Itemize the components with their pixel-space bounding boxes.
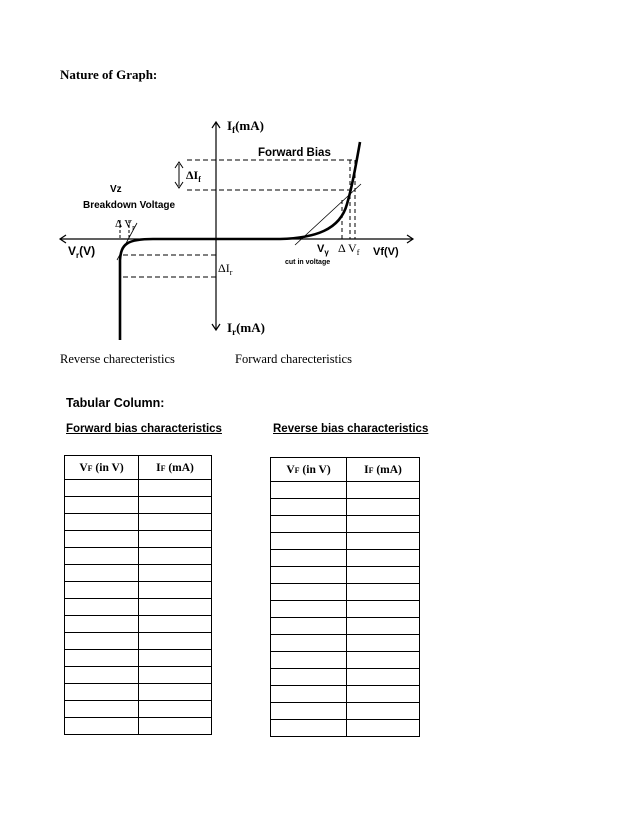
table-row [271, 499, 420, 516]
table-row [271, 686, 420, 703]
table-row [65, 718, 212, 735]
table-cell[interactable] [347, 618, 420, 635]
table-row [65, 599, 212, 616]
table-cell[interactable] [65, 633, 139, 650]
y-top-label: $I_f(mA)$ [227, 118, 264, 135]
table-cell[interactable] [271, 499, 347, 516]
table-cell[interactable] [139, 718, 212, 735]
table-cell[interactable] [271, 584, 347, 601]
table-row [65, 565, 212, 582]
table-cell[interactable] [347, 584, 420, 601]
table-cell[interactable] [139, 599, 212, 616]
table-row [65, 650, 212, 667]
table-cell[interactable] [271, 533, 347, 550]
table-cell[interactable] [271, 601, 347, 618]
table-row [271, 516, 420, 533]
table-row [65, 548, 212, 565]
table-cell[interactable] [271, 652, 347, 669]
table-cell[interactable] [65, 497, 139, 514]
table-row [271, 720, 420, 737]
col-if-header: IF (mA) [139, 456, 212, 480]
y-bottom-label: $I_r(mA)$ [227, 320, 265, 337]
table-cell[interactable] [139, 633, 212, 650]
table-cell[interactable] [271, 720, 347, 737]
table-cell[interactable] [139, 650, 212, 667]
table-cell[interactable] [347, 720, 420, 737]
col-vf-header: VF (in V) [65, 456, 139, 480]
table-cell[interactable] [271, 686, 347, 703]
table-cell[interactable] [347, 601, 420, 618]
caption-reverse: Reverse charecteristics [60, 352, 175, 366]
table-cell[interactable] [139, 514, 212, 531]
table-cell[interactable] [65, 531, 139, 548]
table-cell[interactable] [271, 567, 347, 584]
reverse-curve [120, 239, 216, 340]
table-cell[interactable] [347, 533, 420, 550]
forward-bias-label: Forward Bias [258, 147, 331, 159]
table-row [271, 567, 420, 584]
table-cell[interactable] [271, 618, 347, 635]
table-cell[interactable] [65, 718, 139, 735]
table-cell[interactable] [65, 650, 139, 667]
tangent-line [295, 184, 361, 245]
table-row [65, 514, 212, 531]
table-cell[interactable] [139, 531, 212, 548]
table-cell[interactable] [65, 616, 139, 633]
table-row [65, 667, 212, 684]
table-cell[interactable] [347, 516, 420, 533]
table-cell[interactable] [347, 635, 420, 652]
table-cell[interactable] [271, 550, 347, 567]
table-cell[interactable] [139, 701, 212, 718]
x-right-label: Vf(V) [373, 246, 399, 258]
table-row [271, 482, 420, 499]
vy-label: $V_\gamma$ [317, 243, 329, 257]
table-cell[interactable] [271, 635, 347, 652]
table-cell[interactable] [347, 669, 420, 686]
page-heading: Nature of Graph: [60, 67, 158, 82]
table-cell[interactable] [347, 652, 420, 669]
reverse-table-body [271, 482, 420, 737]
table-header-row [271, 458, 420, 482]
table-row [65, 531, 212, 548]
delta-if-label: $\Delta I_f$ [186, 168, 201, 184]
table-cell[interactable] [65, 582, 139, 599]
table-cell[interactable] [347, 686, 420, 703]
table-cell[interactable] [65, 667, 139, 684]
table-cell[interactable] [271, 703, 347, 720]
table-cell[interactable] [139, 480, 212, 497]
table-cell[interactable] [347, 703, 420, 720]
table-cell[interactable] [65, 548, 139, 565]
caption-forward: Forward charecteristics [235, 352, 352, 366]
table-cell[interactable] [347, 550, 420, 567]
table-row [65, 497, 212, 514]
table-row [271, 635, 420, 652]
table-cell[interactable] [271, 669, 347, 686]
table-cell[interactable] [271, 516, 347, 533]
table-row [271, 703, 420, 720]
table-row [65, 633, 212, 650]
table-row [271, 618, 420, 635]
table-header-row [65, 456, 212, 480]
table-row [65, 582, 212, 599]
delta-ir-label: $\Delta I_r$ [218, 261, 233, 277]
col-if-header: IF (mA) [347, 458, 420, 482]
table-cell[interactable] [65, 701, 139, 718]
table-cell[interactable] [65, 480, 139, 497]
x-left-label: $V_r(V)$ [68, 244, 96, 260]
delta-vf-label: Δ $V_f$ [338, 241, 360, 257]
table-cell[interactable] [139, 497, 212, 514]
table-cell[interactable] [139, 565, 212, 582]
forward-bias-table [64, 455, 212, 735]
table-cell[interactable] [347, 482, 420, 499]
table-cell[interactable] [139, 684, 212, 701]
table-cell[interactable] [271, 482, 347, 499]
table-cell[interactable] [347, 567, 420, 584]
vz-label: Vz [110, 184, 122, 195]
cut-in-label: cut in voltage [285, 259, 331, 266]
table-cell[interactable] [65, 599, 139, 616]
reverse-table-title: Reverse bias characteristics [273, 423, 429, 435]
table-row [65, 701, 212, 718]
table-row [65, 684, 212, 701]
table-cell[interactable] [139, 667, 212, 684]
table-row [271, 550, 420, 567]
table-cell[interactable] [139, 582, 212, 599]
table-row [65, 616, 212, 633]
diode-characteristics-graph [55, 112, 425, 344]
tabular-title: Tabular Column: [66, 396, 165, 410]
breakdown-label: Breakdown Voltage [83, 200, 176, 211]
delta-vr-label: Δ $V_r$ [115, 218, 135, 232]
table-cell[interactable] [65, 514, 139, 531]
table-row [271, 669, 420, 686]
table-row [65, 480, 212, 497]
reverse-bias-table [270, 457, 420, 737]
table-row [271, 584, 420, 601]
table-cell[interactable] [65, 684, 139, 701]
forward-table-body [65, 480, 212, 735]
table-cell[interactable] [139, 616, 212, 633]
table-row [271, 601, 420, 618]
table-cell[interactable] [347, 499, 420, 516]
table-cell[interactable] [65, 565, 139, 582]
table-row [271, 533, 420, 550]
forward-table-title: Forward bias characteristics [66, 423, 222, 435]
table-row [271, 652, 420, 669]
col-vf-header: VF (in V) [271, 458, 347, 482]
table-cell[interactable] [139, 548, 212, 565]
